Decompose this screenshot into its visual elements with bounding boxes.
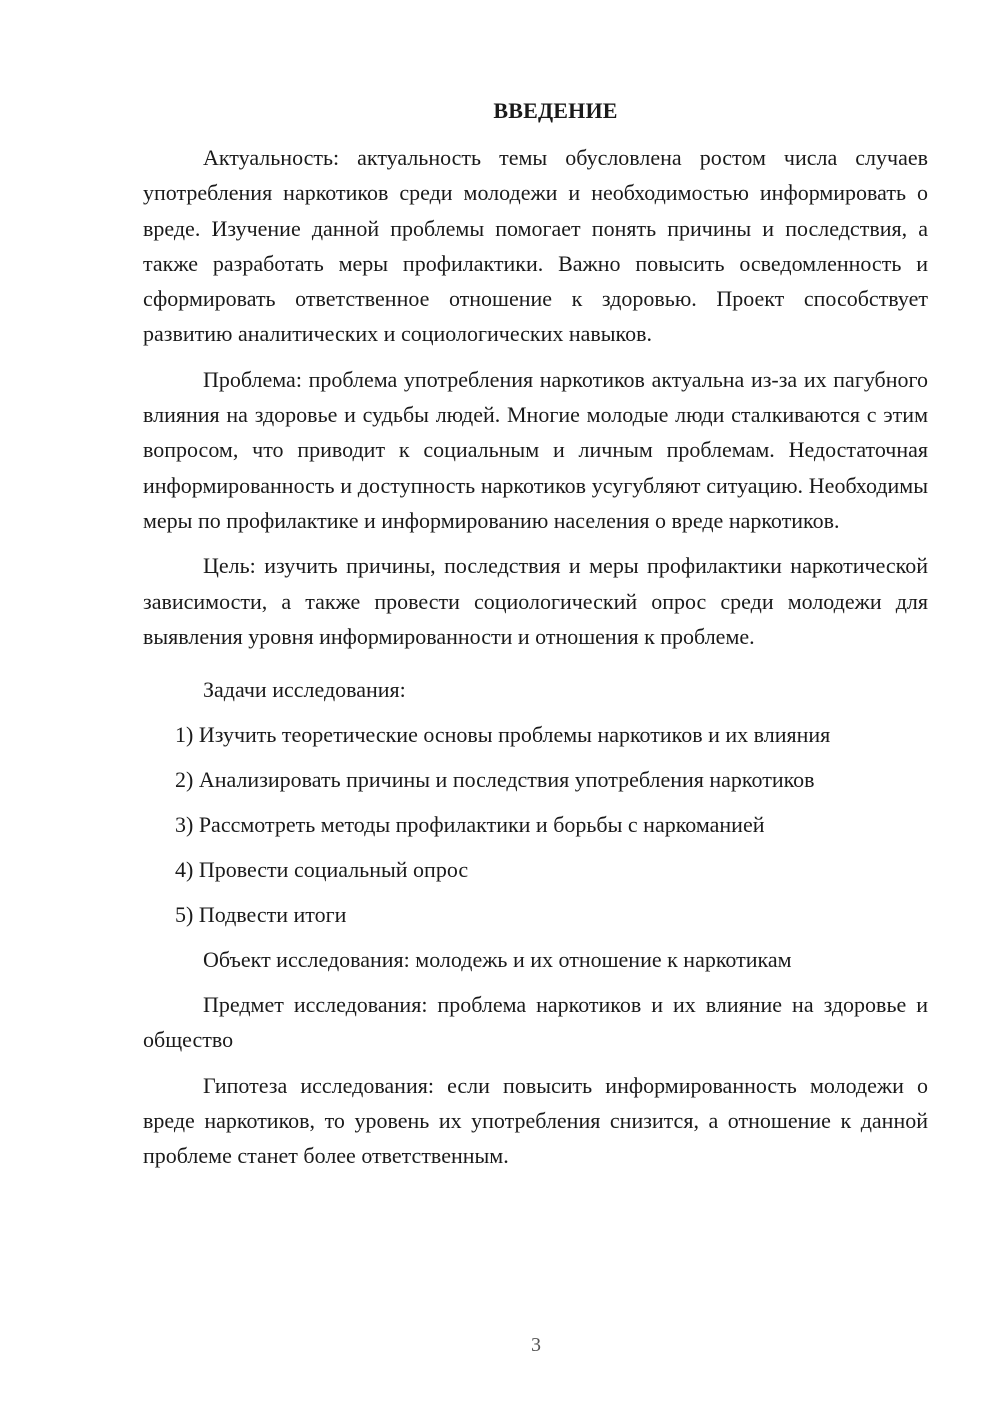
- list-item: 1) Изучить теоретические основы проблемы наркотиков и их влияния: [175, 722, 831, 748]
- hypothesis-paragraph: Гипотеза исследования: если повысить информированность молодежи о вреде наркотиков, то уровень их употребления снизится, а отношение к данной проблеме станет более ответственным.: [143, 1072, 928, 1169]
- subject-paragraph: Предмет исследования: проблема наркотиков и их влияние на здоровье и общество: [143, 992, 928, 1053]
- page-title: ВВЕДЕНИЕ: [493, 98, 618, 123]
- problem-paragraph: Проблема: проблема употребления наркотиков актуальна из-за их пагубного влияния на здоровье и судьбы людей. Многие молодые люди сталкиваются с этим вопросом, что приводит к социальным и личным проблемам. Недостаточная информированность и доступность наркотиков усугубляют ситуацию. Необходимы меры по профилактике и информированию населения о вреде наркотиков.: [143, 366, 928, 533]
- list-item: 4) Провести социальный опрос: [175, 857, 469, 883]
- page-content: [143, 95, 928, 1174]
- object-paragraph: Объект исследования: молодежь и их отношение к наркотикам: [203, 947, 792, 973]
- list-item: 2) Анализировать причины и последствия употребления наркотиков: [175, 767, 815, 793]
- list-item: 5) Подвести итоги: [175, 902, 347, 928]
- list-item: 3) Рассмотреть методы профилактики и борьбы с наркоманией: [175, 812, 765, 838]
- tasks-list: [143, 717, 928, 932]
- tasks-heading: Задачи исследования:: [203, 677, 406, 703]
- goal-paragraph: Цель: изучить причины, последствия и меры профилактики наркотической зависимости, а также провести социологический опрос среди молодежи для выявления уровня информированности и отношения к проблеме.: [143, 553, 928, 649]
- relevance-paragraph: Актуальность: актуальность темы обусловлена ростом числа случаев употребления наркотиков среди молодежи и необходимостью информировать о вреде. Изучение данной проблемы помогает понять причины и последствия, а также разработать меры профилактики. Важно повысить осведомленность и сформировать ответственное отношение к здоровью. Проект способствует развитию аналитических и социологических навыков.: [143, 145, 928, 347]
- page-number: 3: [531, 1334, 541, 1356]
